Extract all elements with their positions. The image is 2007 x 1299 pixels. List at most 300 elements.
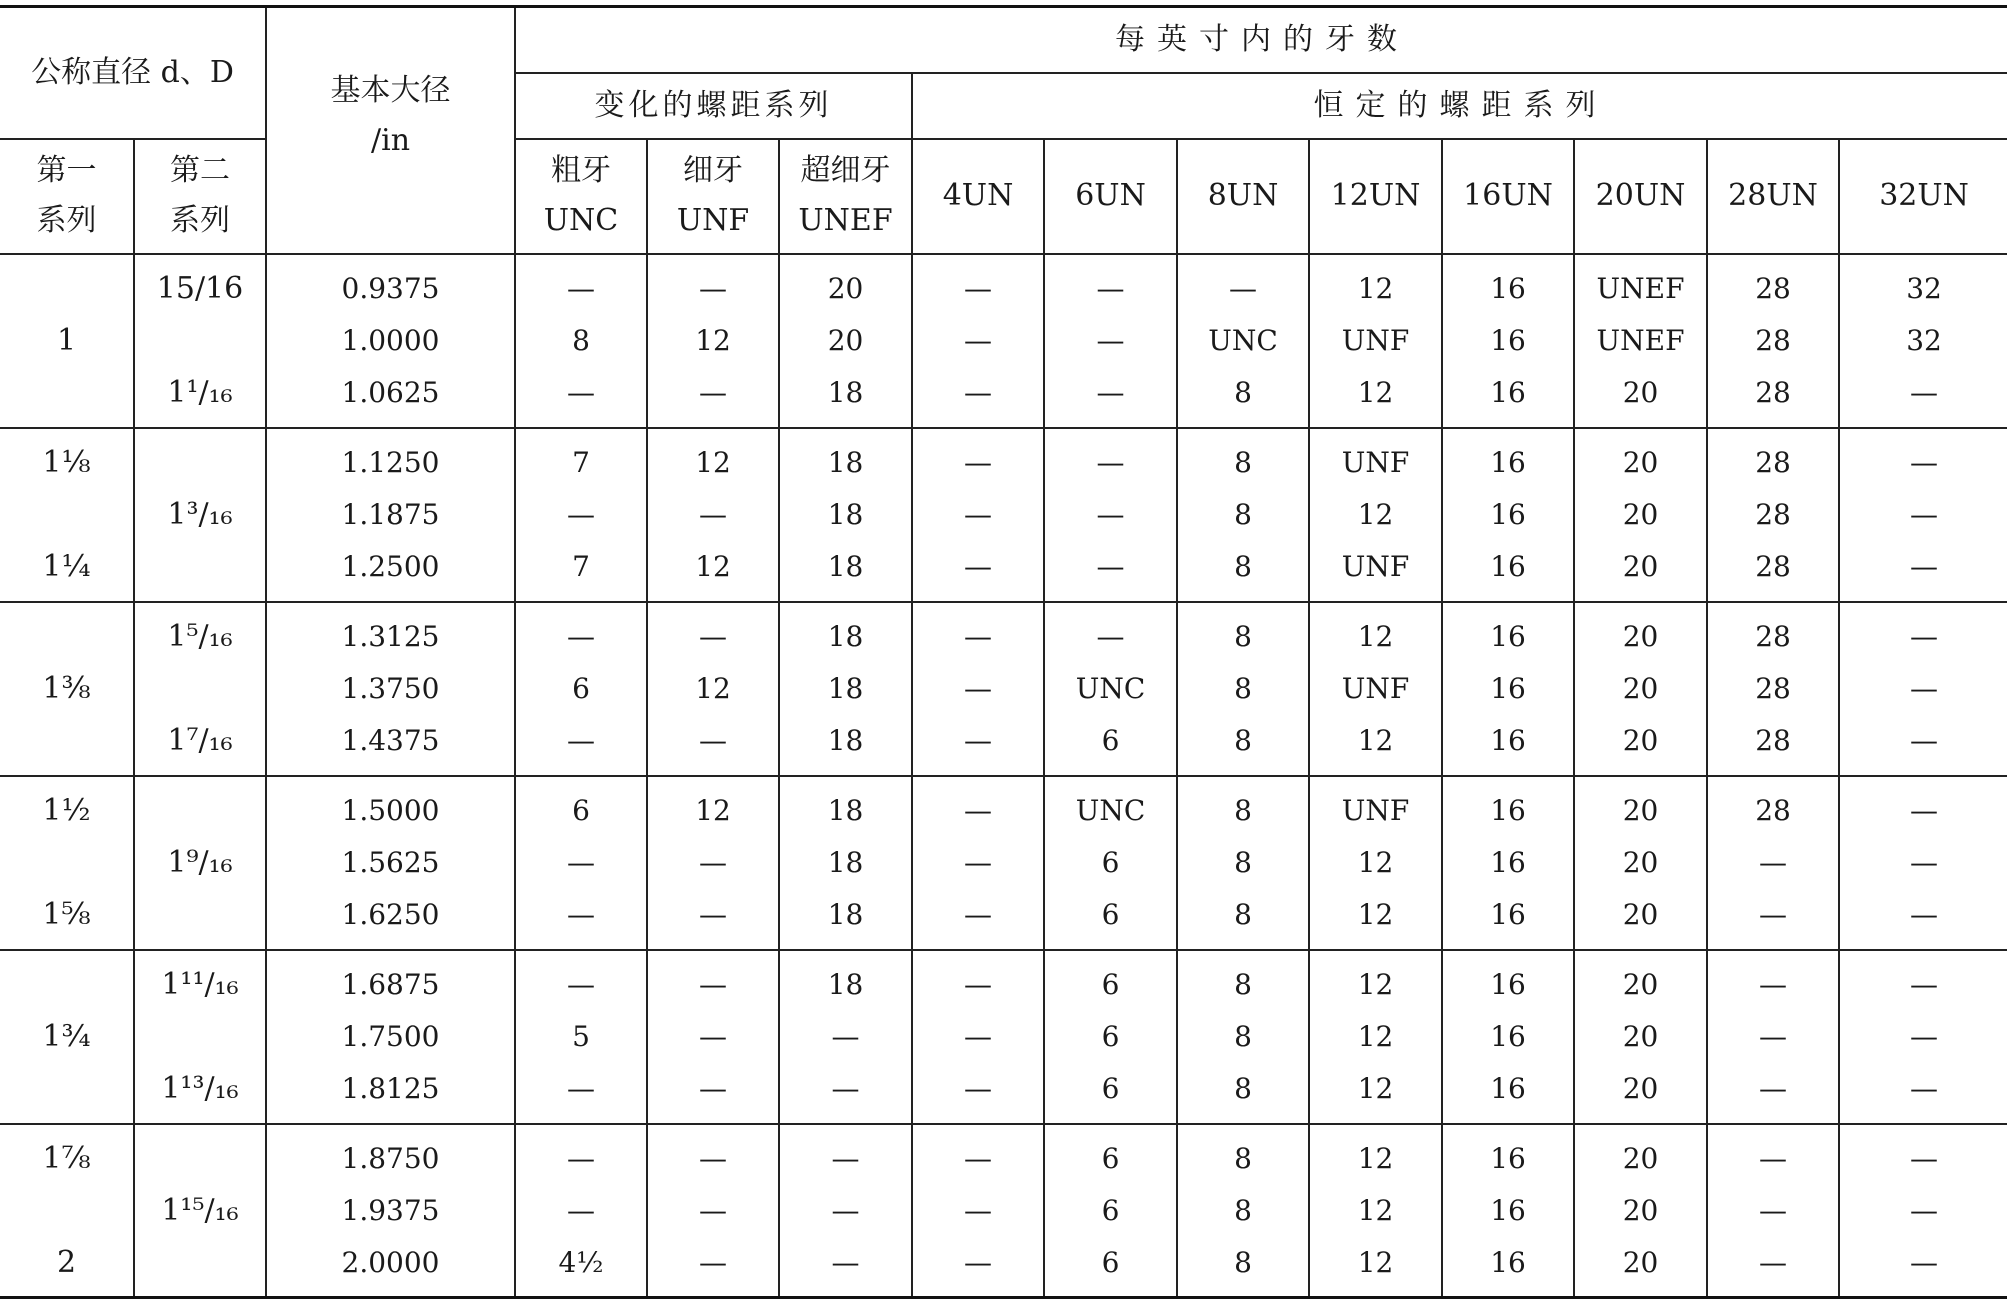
32un-value: —	[1910, 1071, 1939, 1105]
20un-value: 20	[1622, 793, 1659, 827]
16un-value: 16	[1490, 1245, 1526, 1279]
first-series-value: 1⅝	[42, 896, 91, 932]
basic-major-diameter-cell	[266, 428, 515, 602]
second-series-value: 1³/₁₆	[167, 496, 233, 532]
20un-value: 20	[1622, 1019, 1659, 1053]
16un-value: 16	[1490, 723, 1526, 757]
basic-major-diameter-value: 1.1875	[341, 497, 440, 531]
12un-value: UNF	[1341, 671, 1410, 705]
20un-value: UNEF	[1596, 323, 1685, 357]
16un-value: 16	[1490, 671, 1526, 705]
first-series-value: 1⅞	[42, 1140, 91, 1176]
20un-value: 20	[1622, 1193, 1659, 1227]
table-row-group	[0, 950, 2007, 1124]
un-header-32: 32UN	[1839, 139, 2007, 254]
4un-cell	[912, 602, 1044, 776]
32un-value: —	[1910, 671, 1939, 705]
16un-value: 16	[1490, 619, 1526, 653]
extra-fine-value: —	[831, 1141, 860, 1175]
6un-value: —	[1096, 549, 1125, 583]
16un-value: 16	[1490, 375, 1526, 409]
12un-value: 12	[1357, 1141, 1394, 1175]
12un-value: 12	[1357, 1071, 1394, 1105]
first-series-cell	[0, 602, 134, 776]
second-series-cell	[134, 1124, 266, 1298]
basic-major-unit: /in	[371, 123, 411, 158]
32un-value: 32	[1906, 271, 1942, 305]
28un-value: —	[1759, 1193, 1788, 1227]
first-series-value	[0, 489, 133, 541]
8un-cell	[1177, 602, 1309, 776]
basic-major-diameter-cell	[266, 254, 515, 428]
first-series-value	[0, 367, 133, 419]
coarse-cell	[515, 254, 647, 428]
extra-fine-value: 18	[827, 445, 864, 479]
extra-fine-value: 18	[827, 619, 864, 653]
second-series-value	[135, 1237, 265, 1289]
fine-cell	[647, 428, 779, 602]
12un-value: 12	[1357, 1193, 1394, 1227]
6un-value: 6	[1101, 723, 1120, 757]
32un-cell	[1839, 1124, 2007, 1298]
8un-value: 8	[1234, 793, 1252, 827]
first-series-l1: 第一	[36, 153, 97, 188]
4un-value: —	[964, 793, 993, 827]
second-series-value	[135, 315, 265, 367]
28un-cell	[1707, 776, 1839, 950]
12un-value: 12	[1357, 845, 1394, 879]
basic-major-diameter-cell	[266, 950, 515, 1124]
first-series-cell	[0, 254, 134, 428]
table-row-group	[0, 428, 2007, 602]
fine-value: —	[699, 1019, 728, 1053]
fine-value: 12	[695, 323, 731, 357]
12un-value: 12	[1357, 375, 1394, 409]
coarse-header	[515, 139, 647, 254]
28un-value: —	[1759, 897, 1788, 931]
12un-value: UNF	[1341, 549, 1410, 583]
6un-value: 6	[1101, 845, 1120, 879]
fine-value: 12	[695, 671, 731, 705]
28un-value: 28	[1755, 549, 1791, 583]
20un-value: 20	[1622, 845, 1659, 879]
8un-cell	[1177, 776, 1309, 950]
coarse-value: —	[567, 619, 596, 653]
8un-cell	[1177, 428, 1309, 602]
32un-cell	[1839, 602, 2007, 776]
first-series-value: 1⅛	[42, 444, 91, 480]
first-series-value	[0, 1185, 133, 1237]
8un-value: 8	[1234, 619, 1252, 653]
nominal-diameter-label: 公称直径 d、D	[31, 54, 234, 90]
28un-value: 28	[1755, 723, 1791, 757]
first-series-value: 1¾	[42, 1018, 91, 1054]
first-series-cell	[0, 428, 134, 602]
16un-value: 16	[1490, 967, 1526, 1001]
un-header-12: 12UN	[1309, 139, 1442, 254]
extra-fine-value: 20	[827, 323, 864, 357]
extra-fine-value: 18	[827, 897, 864, 931]
thread-pitch-table	[0, 5, 2007, 1299]
4un-value: —	[964, 271, 993, 305]
fine-value: —	[699, 271, 728, 305]
first-series-value	[0, 1063, 133, 1115]
extra-fine-value: —	[831, 1071, 860, 1105]
8un-value: 8	[1234, 375, 1252, 409]
coarse-value: 5	[572, 1019, 590, 1053]
second-series-value: 1⁹/₁₆	[167, 844, 233, 880]
4un-value: —	[964, 1245, 993, 1279]
4un-value: —	[964, 323, 993, 357]
coarse-value: —	[567, 1071, 596, 1105]
6un-cell	[1044, 950, 1177, 1124]
second-series-l1: 第二	[170, 153, 230, 188]
fine-value: 12	[695, 549, 731, 583]
second-series-value	[135, 1133, 265, 1185]
6un-cell	[1044, 776, 1177, 950]
32un-value: —	[1910, 1193, 1939, 1227]
32un-value: —	[1910, 723, 1939, 757]
4un-value: —	[964, 1193, 993, 1227]
8un-cell	[1177, 950, 1309, 1124]
fine-cell	[647, 1124, 779, 1298]
4un-value: —	[964, 671, 993, 705]
first-series-value	[0, 263, 133, 315]
extra-fine-cell	[779, 1124, 912, 1298]
coarse-value: 7	[572, 445, 590, 479]
16un-value: 16	[1490, 1141, 1526, 1175]
28un-value: —	[1759, 845, 1788, 879]
16un-cell	[1442, 950, 1574, 1124]
6un-value: —	[1096, 271, 1125, 305]
20un-value: 20	[1622, 445, 1659, 479]
4un-value: —	[964, 897, 993, 931]
second-series-value	[135, 785, 265, 837]
first-series-value: 1¼	[42, 548, 91, 584]
20un-cell	[1574, 428, 1707, 602]
6un-value: 6	[1101, 967, 1120, 1001]
20un-cell	[1574, 602, 1707, 776]
4un-value: —	[964, 1019, 993, 1053]
second-series-value	[135, 541, 265, 593]
first-series-value: 1⅜	[42, 670, 91, 706]
fine-value: —	[699, 619, 728, 653]
extra-fine-l2: UNEF	[798, 203, 893, 238]
12un-value: 12	[1357, 497, 1394, 531]
coarse-value: —	[567, 845, 596, 879]
basic-major-diameter-value: 1.6875	[341, 967, 440, 1001]
fine-l1: 细牙	[683, 153, 744, 188]
8un-value: 8	[1234, 445, 1252, 479]
16un-cell	[1442, 602, 1574, 776]
first-series-value	[0, 611, 133, 663]
8un-value: 8	[1234, 845, 1252, 879]
fine-cell	[647, 950, 779, 1124]
28un-value: 28	[1755, 497, 1791, 531]
6un-cell	[1044, 428, 1177, 602]
32un-value: 32	[1906, 323, 1942, 357]
12un-cell	[1309, 950, 1442, 1124]
12un-value: 12	[1357, 619, 1394, 653]
first-series-l2: 系列	[36, 203, 97, 238]
4un-value: —	[964, 445, 993, 479]
20un-cell	[1574, 776, 1707, 950]
fine-value: —	[699, 1071, 728, 1105]
20un-cell	[1574, 950, 1707, 1124]
extra-fine-cell	[779, 950, 912, 1124]
extra-fine-value: —	[831, 1019, 860, 1053]
16un-cell	[1442, 776, 1574, 950]
coarse-value: 6	[572, 793, 590, 827]
4un-value: —	[964, 845, 993, 879]
second-series-header	[134, 139, 266, 254]
8un-value: 8	[1234, 1193, 1252, 1227]
6un-value: —	[1096, 375, 1125, 409]
20un-value: 20	[1622, 671, 1659, 705]
20un-value: UNEF	[1596, 271, 1685, 305]
basic-major-diameter-value: 1.0625	[341, 375, 440, 409]
4un-value: —	[964, 549, 993, 583]
coarse-value: 7	[572, 549, 590, 583]
basic-major-diameter-value: 1.9375	[341, 1193, 440, 1227]
20un-cell	[1574, 1124, 1707, 1298]
fine-l2: UNF	[676, 203, 750, 238]
12un-value: 12	[1357, 897, 1394, 931]
12un-cell	[1309, 1124, 1442, 1298]
32un-value: —	[1910, 619, 1939, 653]
20un-value: 20	[1622, 375, 1659, 409]
coarse-value: —	[567, 1141, 596, 1175]
6un-value: 6	[1101, 897, 1120, 931]
coarse-cell	[515, 602, 647, 776]
second-series-l2: 系列	[170, 203, 230, 238]
32un-value: —	[1910, 445, 1939, 479]
basic-major-diameter-value: 1.6250	[341, 897, 440, 931]
16un-cell	[1442, 428, 1574, 602]
12un-cell	[1309, 602, 1442, 776]
20un-value: 20	[1622, 1071, 1659, 1105]
28un-value: 28	[1755, 793, 1791, 827]
table-body	[0, 254, 2007, 1298]
extra-fine-cell	[779, 428, 912, 602]
32un-value: —	[1910, 497, 1939, 531]
extra-fine-value: —	[831, 1193, 860, 1227]
first-series-value	[0, 959, 133, 1011]
8un-value: 8	[1234, 1071, 1252, 1105]
6un-cell	[1044, 602, 1177, 776]
table-row-group	[0, 1124, 2007, 1298]
32un-cell	[1839, 950, 2007, 1124]
extra-fine-value: 18	[827, 375, 864, 409]
fine-value: —	[699, 375, 728, 409]
6un-value: 6	[1101, 1019, 1120, 1053]
16un-value: 16	[1490, 549, 1526, 583]
extra-fine-cell	[779, 776, 912, 950]
extra-fine-value: —	[831, 1245, 860, 1279]
fine-value: —	[699, 497, 728, 531]
basic-major-diameter-value: 1.8750	[341, 1141, 440, 1175]
second-series-value	[135, 889, 265, 941]
coarse-value: 8	[572, 323, 590, 357]
8un-value: 8	[1234, 897, 1252, 931]
28un-value: —	[1759, 1019, 1788, 1053]
12un-value: 12	[1357, 271, 1394, 305]
un-header-20: 20UN	[1574, 139, 1707, 254]
8un-cell	[1177, 254, 1309, 428]
32un-value: —	[1910, 1245, 1939, 1279]
basic-major-diameter-value: 1.5000	[341, 793, 440, 827]
8un-value: 8	[1234, 1245, 1252, 1279]
coarse-value: —	[567, 897, 596, 931]
coarse-value: —	[567, 723, 596, 757]
first-series-value	[0, 715, 133, 767]
4un-value: —	[964, 497, 993, 531]
16un-value: 16	[1490, 793, 1526, 827]
basic-major-diameter-value: 0.9375	[341, 271, 440, 305]
12un-value: 12	[1357, 1019, 1394, 1053]
6un-value: —	[1096, 497, 1125, 531]
12un-cell	[1309, 254, 1442, 428]
6un-value: 6	[1101, 1141, 1120, 1175]
basic-major-diameter-header	[266, 7, 515, 254]
8un-value: 8	[1234, 671, 1252, 705]
extra-fine-cell	[779, 254, 912, 428]
coarse-value: —	[567, 375, 596, 409]
20un-value: 20	[1622, 619, 1659, 653]
un-header-8: 8UN	[1177, 139, 1309, 254]
fine-value: —	[699, 1245, 728, 1279]
second-series-cell	[134, 776, 266, 950]
8un-value: 8	[1234, 1141, 1252, 1175]
table-row-group	[0, 602, 2007, 776]
6un-value: UNC	[1075, 793, 1146, 827]
second-series-value: 1⁷/₁₆	[167, 722, 233, 758]
8un-value: —	[1229, 271, 1258, 305]
extra-fine-value: 18	[827, 671, 864, 705]
first-series-cell	[0, 1124, 134, 1298]
20un-value: 20	[1622, 1141, 1659, 1175]
12un-value: 12	[1357, 967, 1394, 1001]
28un-cell	[1707, 950, 1839, 1124]
6un-cell	[1044, 1124, 1177, 1298]
basic-major-diameter-value: 1.2500	[341, 549, 440, 583]
32un-value: —	[1910, 375, 1939, 409]
12un-cell	[1309, 428, 1442, 602]
basic-major-diameter-value: 1.3750	[341, 671, 440, 705]
20un-value: 20	[1622, 549, 1659, 583]
6un-value: 6	[1101, 1193, 1120, 1227]
28un-cell	[1707, 1124, 1839, 1298]
16un-cell	[1442, 1124, 1574, 1298]
16un-value: 16	[1490, 1193, 1526, 1227]
28un-value: 28	[1755, 671, 1791, 705]
coarse-l1: 粗牙	[551, 153, 612, 188]
4un-cell	[912, 254, 1044, 428]
un-header-6: 6UN	[1044, 139, 1177, 254]
fine-value: —	[699, 723, 728, 757]
second-series-value: 1¹³/₁₆	[161, 1070, 239, 1106]
basic-major-diameter-value: 1.3125	[341, 619, 440, 653]
20un-cell	[1574, 254, 1707, 428]
16un-value: 16	[1490, 897, 1526, 931]
8un-value: 8	[1234, 497, 1252, 531]
6un-value: —	[1096, 445, 1125, 479]
4un-value: —	[964, 967, 993, 1001]
basic-major-diameter-cell	[266, 1124, 515, 1298]
4un-value: —	[964, 619, 993, 653]
extra-fine-header	[779, 139, 912, 254]
32un-value: —	[1910, 549, 1939, 583]
16un-cell	[1442, 254, 1574, 428]
32un-cell	[1839, 776, 2007, 950]
28un-value: 28	[1755, 271, 1791, 305]
8un-value: 8	[1234, 549, 1252, 583]
20un-value: 20	[1622, 723, 1659, 757]
second-series-value: 1¹/₁₆	[167, 374, 233, 410]
28un-value: —	[1759, 1071, 1788, 1105]
fine-header	[647, 139, 779, 254]
fine-value: 12	[695, 793, 731, 827]
6un-value: UNC	[1075, 671, 1146, 705]
nominal-diameter-header	[0, 7, 266, 139]
28un-value: 28	[1755, 375, 1791, 409]
table-row-group	[0, 254, 2007, 428]
6un-cell	[1044, 254, 1177, 428]
second-series-cell	[134, 254, 266, 428]
6un-value: —	[1096, 619, 1125, 653]
constant-pitch-header: 恒定的螺距系列	[912, 73, 2007, 139]
basic-major-diameter-cell	[266, 602, 515, 776]
32un-value: —	[1910, 845, 1939, 879]
16un-value: 16	[1490, 1071, 1526, 1105]
coarse-value: 4½	[558, 1245, 604, 1279]
16un-value: 16	[1490, 1019, 1526, 1053]
16un-value: 16	[1490, 323, 1526, 357]
20un-value: 20	[1622, 1245, 1659, 1279]
fine-value: —	[699, 845, 728, 879]
extra-fine-value: 18	[827, 967, 864, 1001]
32un-value: —	[1910, 1019, 1939, 1053]
28un-value: —	[1759, 967, 1788, 1001]
fine-value: 12	[695, 445, 731, 479]
fine-value: —	[699, 1141, 728, 1175]
4un-cell	[912, 1124, 1044, 1298]
4un-cell	[912, 776, 1044, 950]
extra-fine-value: 18	[827, 549, 864, 583]
6un-value: 6	[1101, 1245, 1120, 1279]
basic-major-diameter-value: 1.1250	[341, 445, 440, 479]
20un-value: 20	[1622, 967, 1659, 1001]
16un-value: 16	[1490, 497, 1526, 531]
fine-value: —	[699, 967, 728, 1001]
extra-fine-l1: 超细牙	[800, 153, 891, 188]
extra-fine-value: 18	[827, 497, 864, 531]
6un-value: 6	[1101, 1071, 1120, 1105]
basic-major-diameter-value: 2.0000	[341, 1245, 440, 1279]
20un-value: 20	[1622, 897, 1659, 931]
basic-major-diameter-value: 1.8125	[341, 1071, 440, 1105]
second-series-value: 1⁵/₁₆	[167, 618, 233, 654]
coarse-cell	[515, 950, 647, 1124]
4un-value: —	[964, 1071, 993, 1105]
coarse-value: 6	[572, 671, 590, 705]
graded-pitch-header: 变化的螺距系列	[515, 73, 912, 139]
12un-value: 12	[1357, 1245, 1394, 1279]
un-header-16: 16UN	[1442, 139, 1574, 254]
extra-fine-value: 18	[827, 723, 864, 757]
8un-value: 8	[1234, 967, 1252, 1001]
16un-value: 16	[1490, 845, 1526, 879]
